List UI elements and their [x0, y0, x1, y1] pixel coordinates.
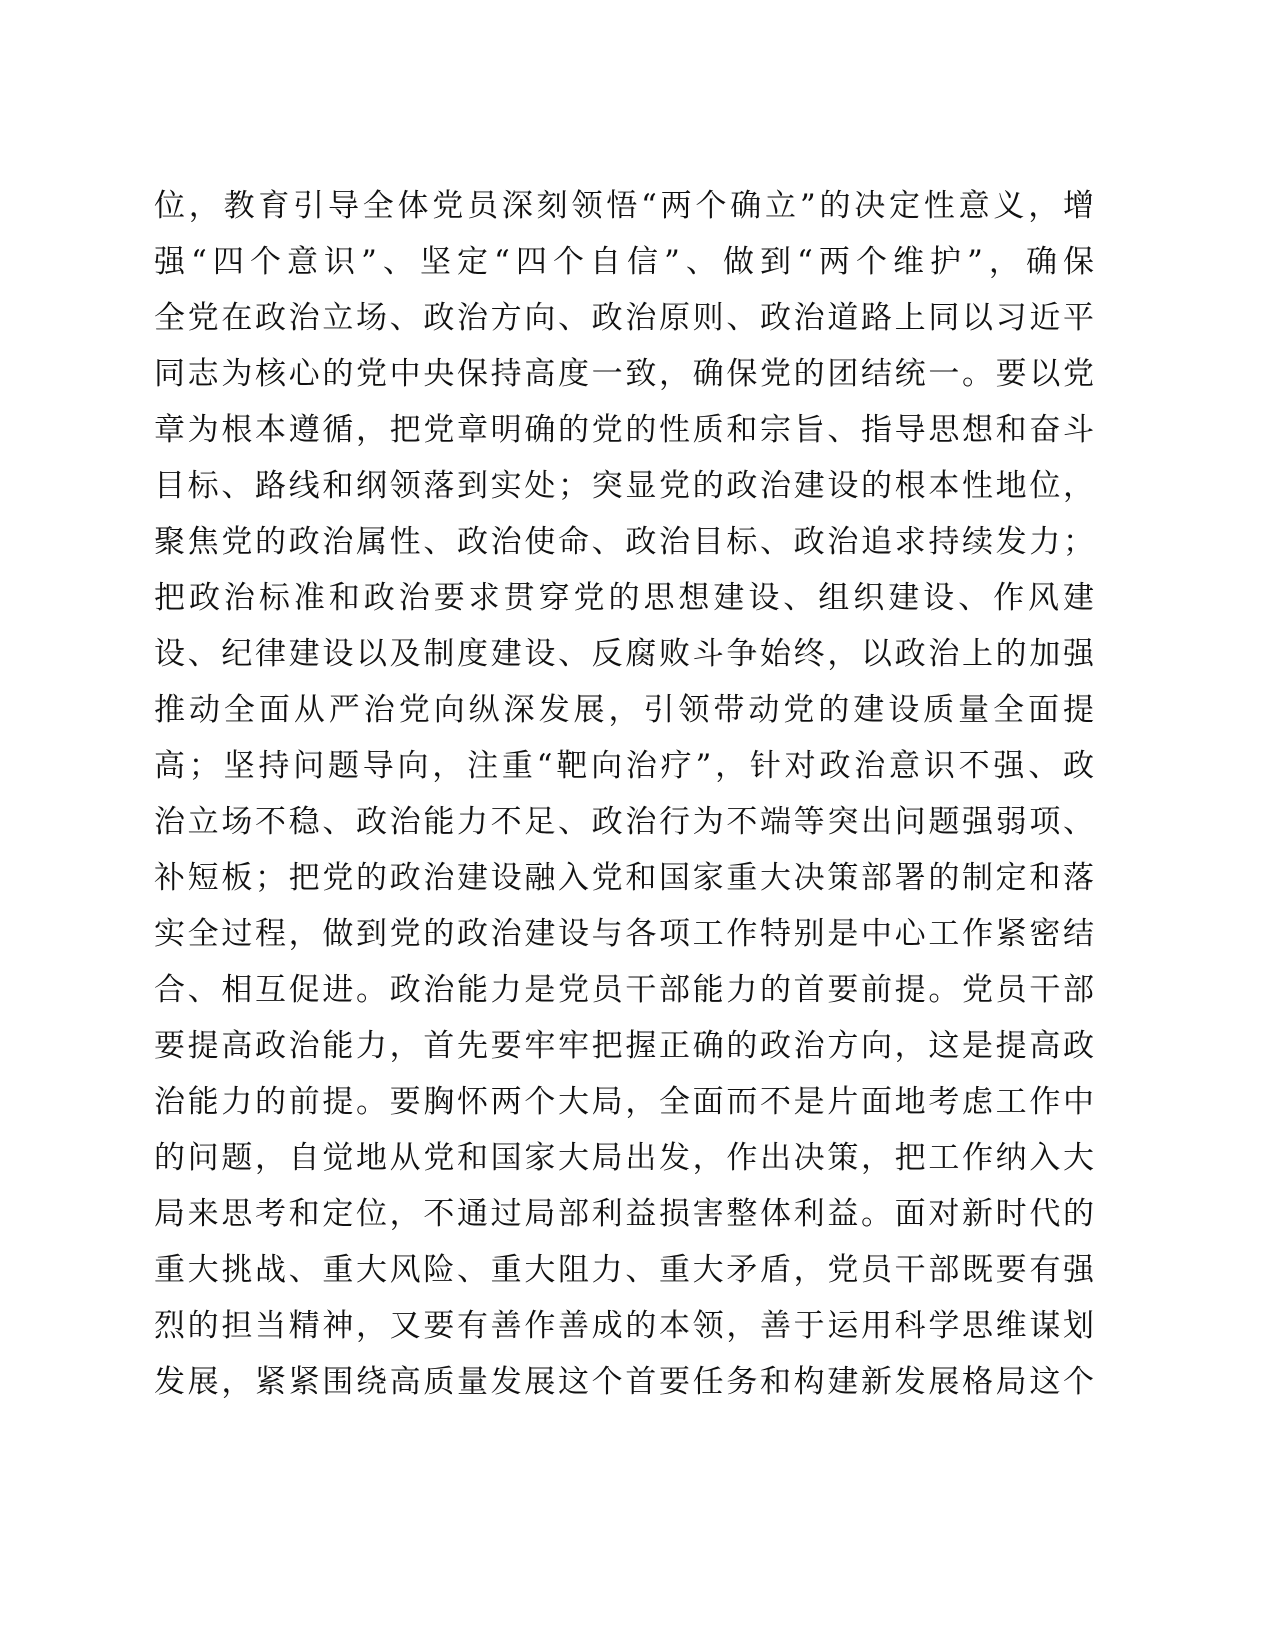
text-line: 发展，紧紧围绕高质量发展这个首要任务和构建新发展格局这个 [154, 1364, 1094, 1400]
text-line: 位，教育引导全体党员深刻领悟“两个确立”的决定性意义，增 [154, 188, 1094, 224]
text-line: 的问题，自觉地从党和国家大局出发，作出决策，把工作纳入大 [154, 1140, 1094, 1176]
body-paragraph [154, 178, 1094, 1410]
text-line: 治能力的前提。要胸怀两个大局，全面而不是片面地考虑工作中 [154, 1084, 1094, 1120]
text-line: 把政治标准和政治要求贯穿党的思想建设、组织建设、作风建 [154, 580, 1094, 616]
text-line: 高；坚持问题导向，注重“靶向治疗”，针对政治意识不强、政 [154, 748, 1094, 784]
text-line: 推动全面从严治党向纵深发展，引领带动党的建设质量全面提 [154, 692, 1094, 728]
text-line: 设、纪律建设以及制度建设、反腐败斗争始终，以政治上的加强 [154, 636, 1094, 672]
text-line: 章为根本遵循，把党章明确的党的性质和宗旨、指导思想和奋斗 [154, 412, 1094, 448]
text-line: 重大挑战、重大风险、重大阻力、重大矛盾，党员干部既要有强 [154, 1252, 1094, 1288]
text-line: 聚焦党的政治属性、政治使命、政治目标、政治追求持续发力； [154, 524, 1094, 560]
text-line: 局来思考和定位，不通过局部利益损害整体利益。面对新时代的 [154, 1196, 1094, 1232]
text-line: 治立场不稳、政治能力不足、政治行为不端等突出问题强弱项、 [154, 804, 1094, 840]
text-line: 强“四个意识”、坚定“四个自信”、做到“两个维护”，确保 [154, 244, 1094, 280]
text-line: 全党在政治立场、政治方向、政治原则、政治道路上同以习近平 [154, 300, 1094, 336]
text-line: 烈的担当精神，又要有善作善成的本领，善于运用科学思维谋划 [154, 1308, 1094, 1344]
text-line: 同志为核心的党中央保持高度一致，确保党的团结统一。要以党 [154, 356, 1094, 392]
text-line: 实全过程，做到党的政治建设与各项工作特别是中心工作紧密结 [154, 916, 1094, 952]
text-line: 目标、路线和纲领落到实处；突显党的政治建设的根本性地位， [154, 468, 1094, 504]
text-line: 要提高政治能力，首先要牢牢把握正确的政治方向，这是提高政 [154, 1028, 1094, 1064]
text-line: 合、相互促进。政治能力是党员干部能力的首要前提。党员干部 [154, 972, 1094, 1008]
text-line: 补短板；把党的政治建设融入党和国家重大决策部署的制定和落 [154, 860, 1094, 896]
